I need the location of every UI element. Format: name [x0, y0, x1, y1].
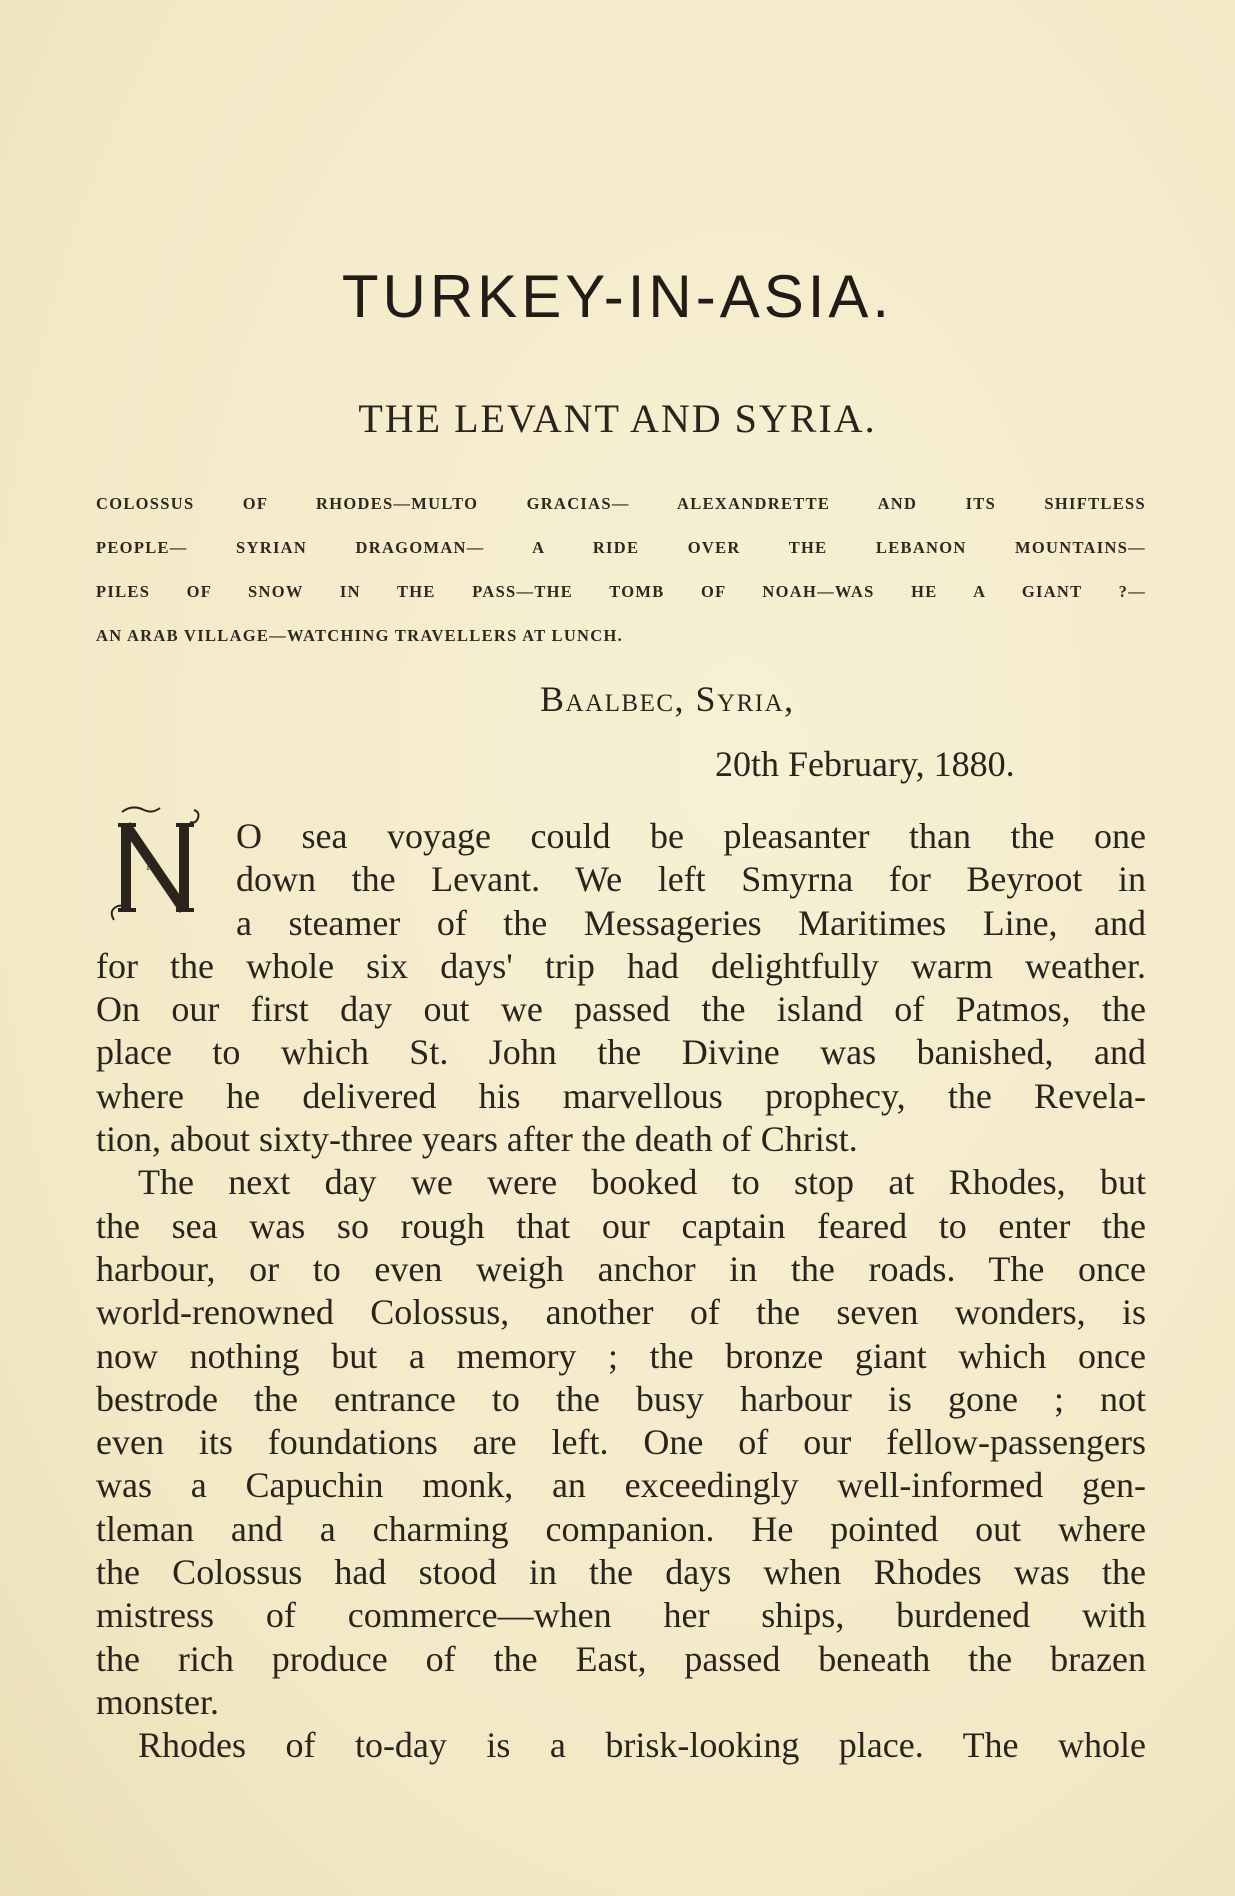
- body-line: tleman and a charming companion. He pointed out where: [96, 1508, 1146, 1549]
- summary-line: PILES OF SNOW IN THE PASS—THE TOMB OF NOAH—WAS HE A GIANT ?—: [96, 582, 1146, 601]
- body-line: bestrode the entrance to the busy harbour is gone ; not: [96, 1378, 1146, 1419]
- body-line: the sea was so rough that our captain feared to enter the: [96, 1205, 1146, 1246]
- body-line: the rich produce of the East, passed beneath the brazen: [96, 1638, 1146, 1679]
- body-line: monster.: [96, 1681, 219, 1722]
- summary-line: AN ARAB VILLAGE—WATCHING TRAVELLERS AT LUNCH.: [96, 626, 624, 645]
- body-line: where he delivered his marvellous prophecy, the Revela-: [96, 1075, 1146, 1116]
- dateline-place: Baalbec, Syria,: [540, 679, 795, 719]
- body-line: harbour, or to even weigh anchor in the roads. The once: [96, 1248, 1146, 1289]
- body-line: even its foundations are left. One of our fellow-passengers: [96, 1422, 1146, 1463]
- dateline-date: 20th February, 1880.: [715, 744, 1015, 784]
- body-line: the Colossus had stood in the days when Rhodes was the: [96, 1552, 1146, 1593]
- chapter-subtitle: THE LEVANT AND SYRIA.: [358, 396, 877, 441]
- body-line: now nothing but a memory ; the bronze giant which once: [96, 1335, 1146, 1376]
- body-line: down the Levant. We left Smyrna for Beyroot in: [236, 859, 1146, 900]
- body-line: place to which St. John the Divine was banished, and: [96, 1032, 1146, 1073]
- summary-line: PEOPLE— SYRIAN DRAGOMAN— A RIDE OVER THE LEBANON MOUNTAINS—: [96, 538, 1146, 557]
- body-line: for the whole six days' trip had delightfully warm weather.: [96, 945, 1146, 986]
- body-line: On our first day out we passed the island of Patmos, the: [96, 989, 1146, 1030]
- body-line: The next day we were booked to stop at Rhodes, but: [138, 1162, 1146, 1203]
- chapter-summary: [96, 482, 1146, 658]
- body-line: world-renowned Colossus, another of the seven wonders, is: [96, 1292, 1146, 1333]
- body-text: [96, 815, 1146, 1768]
- body-line: a steamer of the Messageries Maritimes Line, and: [236, 902, 1146, 943]
- body-line: O sea voyage could be pleasanter than the one: [236, 816, 1146, 856]
- chapter-title: TURKEY-IN-ASIA.: [341, 263, 894, 330]
- dropcap-letter: N: [146, 859, 157, 874]
- body-line: Rhodes of to-day is a brisk-looking place. The whole: [138, 1725, 1146, 1766]
- summary-line: COLOSSUS OF RHODES—MULTO GRACIAS— ALEXANDRETTE AND ITS SHIFTLESS: [96, 494, 1146, 513]
- body-line: was a Capuchin monk, an exceedingly well-informed gen-: [96, 1465, 1146, 1506]
- body-line: mistress of commerce—when her ships, burdened with: [96, 1595, 1146, 1636]
- body-line: tion, about sixty-three years after the death of Christ.: [96, 1119, 858, 1160]
